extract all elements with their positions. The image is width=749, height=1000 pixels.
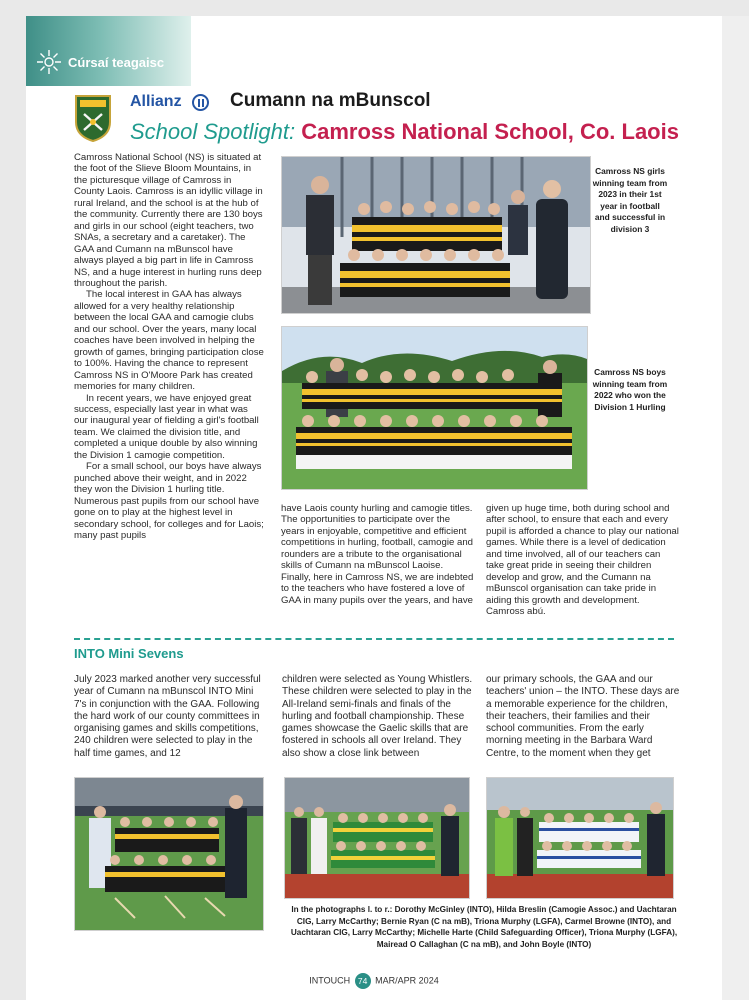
section-tab <box>26 16 191 86</box>
page-footer <box>26 973 722 989</box>
mini-sevens-photo-3 <box>486 777 674 899</box>
allianz-logo-icon <box>192 94 209 111</box>
mini-sevens-paragraph: our primary schools, the GAA and our teachers' union – the INTO. These days are a memorable experience for the children, their teachers, their families and their school communities. From the early morning meeting in the Barbara Ward Centre, to the moment when they get <box>486 674 680 759</box>
mini-sevens-paragraph: July 2023 marked another very successful year of Cumann na mBunscol INTO Mini 7's in conjunction with the GAA. Following the hard work of our county committees in organising games and skills competitions, 240 children were selected to play in the half time games, and 12 <box>74 674 261 759</box>
mini-sevens-column-3 <box>486 674 680 760</box>
mini-sevens-paragraph: children were selected as Young Whistlers. These children were selected to play in the All-Ireland semi-finals and finals of the hurling and football championship. These games showcase the Gaelic skills that are fostered in schools all over Ireland. They also show a close link between <box>282 674 473 759</box>
article-paragraph: have Laois county hurling and camogie titles. The opportunities to participate over the years in enjoyable, competitive and efficient competitions in hurling, football, camogie and rounders are a tribute to the organisational skills of Cumann na mBunscol Laoise. Finally, here in Camross NS, we are indebted to the teachers who have fostered a love of GAA in many pupils over the years, and have <box>281 503 474 606</box>
mini-sevens-photo-caption: In the photographs l. to r.: Dorothy McGinley (INTO), Hilda Breslin (Camogie Assoc.) and Uachtaran CIG, Larry McCarthy; Bernie Ryan (C na mB), Triona Murphy (LGFA), Carmel Browne (INTO), and Uachtaran CIG, Larry McCarthy; Michelle Harte (Child Safeguarding Officer), Triona Murphy (LGFA), Mairead O Callaghan (C na mB), and John Boyle (INTO) <box>290 905 678 949</box>
club-crest-icon <box>74 94 112 142</box>
girls-team-photo <box>281 156 591 314</box>
article-paragraph: The local interest in GAA has always allowed for a very healthy relationship between the local GAA and camogie clubs and our school. Over the years, many local coaches have been involved in helping the growth of games, bringing participation close to 100%. Having the chance to represent Camross NS in O'Moore Park has created memories for many children. <box>74 289 264 393</box>
article-column-1 <box>74 152 264 541</box>
page-number: 74 <box>355 973 371 989</box>
article-column-3 <box>486 503 680 618</box>
magazine-name: INTOUCH <box>309 975 351 986</box>
section-divider <box>74 638 674 640</box>
article-paragraph: given up huge time, both during school and after school, to ensure that each and every pupil is afforded a chance to play our national games. While there is a level of dedication and time involved, all of our teachers can take great pride in seeing their children develop and grow, and the Cumann na mBunscol organisation can take pride in aiding this growth and development. Camross abú. <box>486 503 679 618</box>
section-logo-icon <box>36 49 62 75</box>
article-column-2 <box>281 503 475 606</box>
mini-sevens-photo-2 <box>284 777 470 899</box>
article-paragraph: For a small school, our boys have always punched above their weight, and in 2022 they won the Division 1 hurling title. Numerous past pupils from our school have gone on to play at the highest level in secondary school, for colleges and for Laois; many past pupils <box>74 461 264 541</box>
mini-sevens-photo-1 <box>74 777 264 931</box>
right-margin <box>722 16 749 1000</box>
section-label: Cúrsaí teagaisc <box>68 55 165 70</box>
mini-sevens-title: INTO Mini Sevens <box>74 646 184 661</box>
boys-photo-caption: Camross NS boys winning team from 2022 who won the Division 1 Hurling <box>592 367 668 412</box>
boys-team-photo <box>281 326 588 490</box>
org-title: Cumann na mBunscol <box>230 90 431 111</box>
sponsor-name: Allianz <box>130 93 182 110</box>
magazine-page <box>26 16 722 1000</box>
spotlight-prefix: School Spotlight: <box>130 119 296 144</box>
issue-date: MAR/APR 2024 <box>375 975 439 986</box>
spotlight-title <box>130 119 679 145</box>
article-paragraph: In recent years, we have enjoyed great success, especially last year in what was our inaugural year of fielding a girl's football team. We claimed the division title, and completed a unique double by also winning the Division 1 camogie competition. <box>74 392 259 461</box>
spotlight-school: Camross National School, Co. Laois <box>301 119 679 144</box>
mini-sevens-column-2 <box>282 674 476 760</box>
article-paragraph: Camross National School (NS) is situated at the foot of the Slieve Bloom Mountains, in the picturesque village of Camross in County Laois. Camross is an idyllic village in rural Ireland, and the school is at the hub of the community. Currently there are 130 boys and girls in our school (eight teachers, two SNAs, a secretary and a caretaker). The GAA and Cumann na mBunscol have always played a big part in life in Camross NS, and a huge interest in hurling runs deep throughout the parish. <box>74 152 263 289</box>
girls-photo-caption: Camross NS girls winning team from 2023 in their 1st year in football and successful in division 3 <box>592 166 668 234</box>
mini-sevens-column-1 <box>74 674 266 760</box>
